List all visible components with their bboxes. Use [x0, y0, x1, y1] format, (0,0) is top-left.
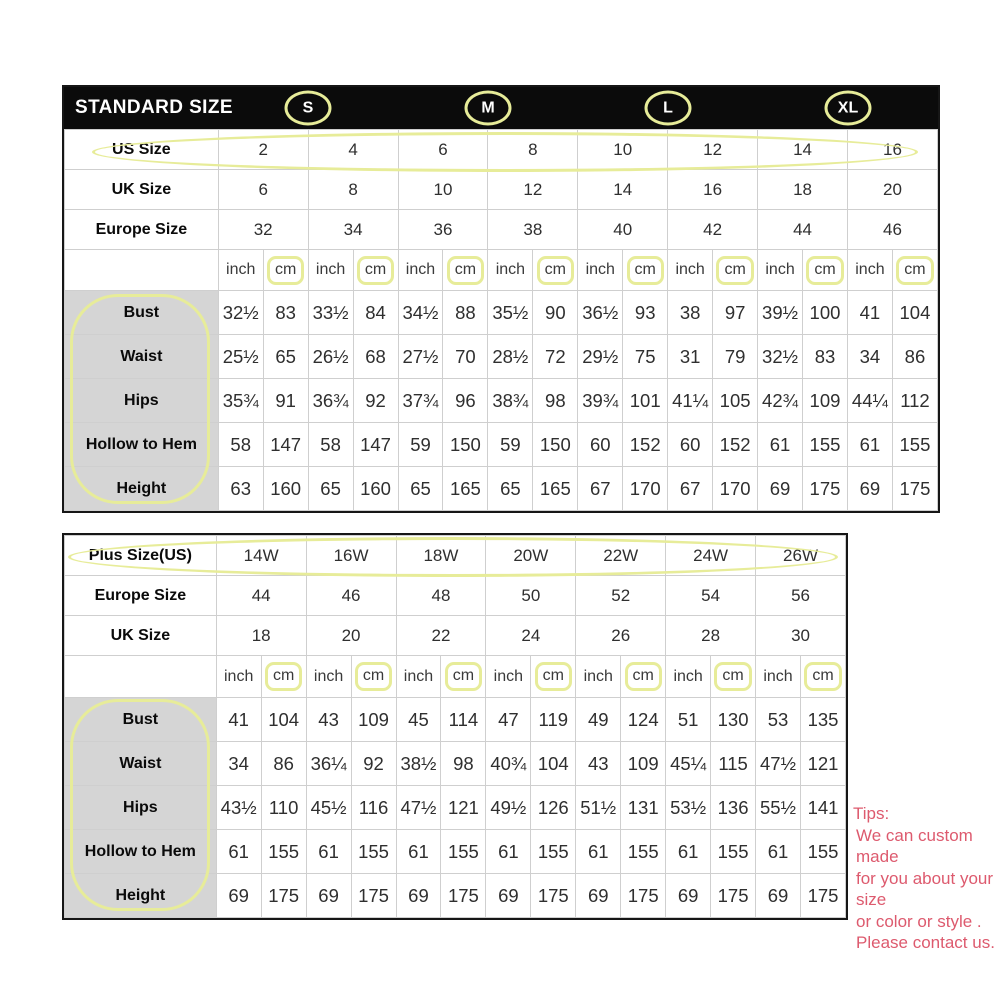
- unit-cm-label: cm: [357, 256, 394, 285]
- unit-cm-cell: [531, 656, 576, 698]
- measure-value: 67: [668, 467, 713, 511]
- unit-cm-label: cm: [445, 662, 482, 691]
- size-group-badge: L: [645, 91, 692, 126]
- measure-value: 175: [711, 874, 756, 918]
- size-group-badge: M: [465, 91, 512, 126]
- size-value: 10: [398, 170, 488, 210]
- unit-cm-cell: [263, 250, 308, 291]
- standard-size-table: [62, 85, 940, 513]
- size-value: 14W: [216, 536, 306, 576]
- measure-value: 115: [711, 742, 756, 786]
- measure-value: 69: [396, 874, 441, 918]
- measure-value: 109: [621, 742, 666, 786]
- size-value: 50: [486, 576, 576, 616]
- measure-value: 75: [623, 335, 668, 379]
- row-label: Bust: [65, 698, 217, 742]
- measure-value: 105: [713, 379, 758, 423]
- size-value: 48: [396, 576, 486, 616]
- measure-value: 104: [261, 698, 306, 742]
- unit-cm-cell: [261, 656, 306, 698]
- size-value: 10: [578, 130, 668, 170]
- row-label: Europe Size: [65, 576, 217, 616]
- measure-value: 40¾: [486, 742, 531, 786]
- row-label: Bust: [65, 291, 219, 335]
- measure-value: 36½: [578, 291, 623, 335]
- row-label: Europe Size: [65, 210, 219, 250]
- size-value: 40: [578, 210, 668, 250]
- measure-value: 68: [353, 335, 398, 379]
- measure-value: 36¾: [308, 379, 353, 423]
- measure-value: 130: [711, 698, 756, 742]
- standard-size-title: STANDARD SIZE: [75, 97, 233, 118]
- unit-cm-label: cm: [806, 256, 843, 285]
- measure-value: 38¾: [488, 379, 533, 423]
- measure-value: 35¾: [218, 379, 263, 423]
- measure-value: 59: [488, 423, 533, 467]
- measure-value: 41: [216, 698, 261, 742]
- measure-value: 175: [531, 874, 576, 918]
- size-value: 52: [576, 576, 666, 616]
- size-value: 16W: [306, 536, 396, 576]
- tips-line: for you about your size: [856, 868, 994, 909]
- measure-value: 61: [216, 830, 261, 874]
- measure-value: 60: [578, 423, 623, 467]
- measure-value: 61: [486, 830, 531, 874]
- size-value: 18: [216, 616, 306, 656]
- measure-value: 98: [533, 379, 578, 423]
- measure-value: 45½: [306, 786, 351, 830]
- unit-cm-cell: [801, 656, 846, 698]
- tips-line: We can custom made: [856, 825, 973, 866]
- measure-row: [65, 335, 938, 379]
- size-value: 34: [308, 210, 398, 250]
- unit-cm-label: cm: [625, 662, 662, 691]
- measure-value: 152: [623, 423, 668, 467]
- size-value: 8: [488, 130, 578, 170]
- unit-cm-cell: [351, 656, 396, 698]
- measure-value: 84: [353, 291, 398, 335]
- measure-value: 44¼: [847, 379, 892, 423]
- size-value: 30: [756, 616, 846, 656]
- measure-value: 150: [533, 423, 578, 467]
- measure-row: [65, 291, 938, 335]
- unit-cm-cell: [711, 656, 756, 698]
- measure-value: 155: [351, 830, 396, 874]
- unit-cm-cell: [441, 656, 486, 698]
- unit-cm-label: cm: [265, 662, 302, 691]
- tips-title: Tips:: [853, 804, 890, 823]
- size-value: 56: [756, 576, 846, 616]
- unit-row: [65, 250, 938, 291]
- plus-size-grid: [64, 535, 846, 918]
- unit-cm-label: cm: [355, 662, 392, 691]
- measure-value: 155: [801, 830, 846, 874]
- measure-value: 97: [713, 291, 758, 335]
- unit-cm-label: cm: [537, 256, 574, 285]
- measure-value: 45¼: [666, 742, 711, 786]
- measure-value: 69: [756, 874, 801, 918]
- unit-cm-cell: [621, 656, 666, 698]
- unit-inch-label: inch: [216, 656, 261, 698]
- row-label: Hips: [65, 786, 217, 830]
- tips-lines: [853, 825, 999, 954]
- size-group-badge: XL: [825, 91, 872, 126]
- size-value: 20: [306, 616, 396, 656]
- row-label: Hips: [65, 379, 219, 423]
- size-value: 46: [847, 210, 937, 250]
- measure-value: 72: [533, 335, 578, 379]
- measure-value: 43: [306, 698, 351, 742]
- measure-value: 45: [396, 698, 441, 742]
- size-value: 38: [488, 210, 578, 250]
- measure-value: 27½: [398, 335, 443, 379]
- measure-value: 136: [711, 786, 756, 830]
- measure-value: 36¼: [306, 742, 351, 786]
- measure-value: 65: [263, 335, 308, 379]
- measure-value: 29½: [578, 335, 623, 379]
- measure-value: 165: [443, 467, 488, 511]
- size-value: 16: [847, 130, 937, 170]
- measure-value: 165: [533, 467, 578, 511]
- measure-row: [65, 379, 938, 423]
- measure-value: 131: [621, 786, 666, 830]
- measure-value: 83: [263, 291, 308, 335]
- measure-value: 49½: [486, 786, 531, 830]
- unit-cm-cell: [443, 250, 488, 291]
- measure-value: 34: [216, 742, 261, 786]
- measure-value: 33½: [308, 291, 353, 335]
- measure-value: 92: [353, 379, 398, 423]
- size-value: 22: [396, 616, 486, 656]
- measure-value: 61: [666, 830, 711, 874]
- measure-value: 69: [576, 874, 621, 918]
- measure-value: 91: [263, 379, 308, 423]
- measure-value: 69: [306, 874, 351, 918]
- measure-value: 104: [531, 742, 576, 786]
- measure-value: 39½: [758, 291, 803, 335]
- plus-size-table: [62, 533, 848, 920]
- measure-value: 37¾: [398, 379, 443, 423]
- measure-value: 160: [263, 467, 308, 511]
- measure-value: 53: [756, 698, 801, 742]
- measure-value: 61: [756, 830, 801, 874]
- unit-inch-label: inch: [306, 656, 351, 698]
- measure-value: 25½: [218, 335, 263, 379]
- unit-inch-label: inch: [308, 250, 353, 291]
- measure-value: 65: [308, 467, 353, 511]
- size-row: [65, 576, 846, 616]
- measure-value: 69: [758, 467, 803, 511]
- measure-value: 147: [263, 423, 308, 467]
- measure-value: 34: [847, 335, 892, 379]
- measure-value: 92: [351, 742, 396, 786]
- size-value: 8: [308, 170, 398, 210]
- measure-value: 126: [531, 786, 576, 830]
- measure-value: 28½: [488, 335, 533, 379]
- measure-value: 35½: [488, 291, 533, 335]
- measure-value: 43½: [216, 786, 261, 830]
- unit-row-spacer: [65, 250, 219, 291]
- measure-value: 147: [353, 423, 398, 467]
- measure-value: 47½: [396, 786, 441, 830]
- measure-row: [65, 698, 846, 742]
- measure-value: 49: [576, 698, 621, 742]
- measure-value: 59: [398, 423, 443, 467]
- measure-value: 175: [803, 467, 848, 511]
- unit-cm-cell: [533, 250, 578, 291]
- measure-value: 65: [398, 467, 443, 511]
- measure-value: 79: [713, 335, 758, 379]
- unit-inch-label: inch: [396, 656, 441, 698]
- size-value: 28: [666, 616, 756, 656]
- measure-value: 83: [803, 335, 848, 379]
- size-row: [65, 536, 846, 576]
- measure-value: 86: [261, 742, 306, 786]
- measure-value: 175: [441, 874, 486, 918]
- measure-value: 175: [892, 467, 937, 511]
- measure-value: 150: [443, 423, 488, 467]
- measure-value: 155: [261, 830, 306, 874]
- size-value: 22W: [576, 536, 666, 576]
- unit-cm-label: cm: [714, 662, 751, 691]
- row-label: Waist: [65, 335, 219, 379]
- measure-value: 31: [668, 335, 713, 379]
- measure-value: 61: [306, 830, 351, 874]
- measure-row: [65, 830, 846, 874]
- unit-cm-cell: [623, 250, 668, 291]
- measure-value: 121: [801, 742, 846, 786]
- unit-inch-label: inch: [576, 656, 621, 698]
- measure-value: 119: [531, 698, 576, 742]
- measure-value: 53½: [666, 786, 711, 830]
- measure-value: 26½: [308, 335, 353, 379]
- measure-value: 63: [218, 467, 263, 511]
- measure-value: 121: [441, 786, 486, 830]
- unit-inch-label: inch: [847, 250, 892, 291]
- measure-value: 32½: [758, 335, 803, 379]
- unit-cm-cell: [892, 250, 937, 291]
- measure-value: 47: [486, 698, 531, 742]
- measure-value: 70: [443, 335, 488, 379]
- size-row: [65, 210, 938, 250]
- measure-value: 141: [801, 786, 846, 830]
- size-value: 12: [668, 130, 758, 170]
- row-label: Waist: [65, 742, 217, 786]
- measure-value: 39¾: [578, 379, 623, 423]
- unit-cm-cell: [803, 250, 848, 291]
- tips-note: [853, 803, 999, 954]
- size-row: [65, 170, 938, 210]
- measure-value: 114: [441, 698, 486, 742]
- size-value: 46: [306, 576, 396, 616]
- measure-value: 38½: [396, 742, 441, 786]
- size-value: 6: [218, 170, 308, 210]
- measure-value: 58: [308, 423, 353, 467]
- size-row: [65, 616, 846, 656]
- size-value: 18W: [396, 536, 486, 576]
- measure-value: 135: [801, 698, 846, 742]
- measure-value: 61: [396, 830, 441, 874]
- size-value: 32: [218, 210, 308, 250]
- tips-line: Please contact us.: [856, 933, 995, 952]
- measure-value: 47½: [756, 742, 801, 786]
- unit-inch-label: inch: [666, 656, 711, 698]
- measure-value: 112: [892, 379, 937, 423]
- measure-value: 41: [847, 291, 892, 335]
- measure-value: 58: [218, 423, 263, 467]
- size-value: 24W: [666, 536, 756, 576]
- measure-value: 93: [623, 291, 668, 335]
- measure-value: 67: [578, 467, 623, 511]
- size-value: 16: [668, 170, 758, 210]
- size-value: 42: [668, 210, 758, 250]
- row-label: Hollow to Hem: [65, 830, 217, 874]
- measure-value: 69: [847, 467, 892, 511]
- row-label: Height: [65, 467, 219, 511]
- unit-inch-label: inch: [486, 656, 531, 698]
- unit-inch-label: inch: [488, 250, 533, 291]
- standard-size-header: [64, 87, 938, 129]
- measure-row: [65, 786, 846, 830]
- measure-value: 55½: [756, 786, 801, 830]
- measure-value: 175: [261, 874, 306, 918]
- measure-value: 175: [351, 874, 396, 918]
- measure-value: 155: [711, 830, 756, 874]
- measure-value: 69: [486, 874, 531, 918]
- size-value: 20W: [486, 536, 576, 576]
- row-label: Hollow to Hem: [65, 423, 219, 467]
- unit-cm-label: cm: [447, 256, 484, 285]
- unit-inch-label: inch: [668, 250, 713, 291]
- standard-size-grid: [64, 129, 938, 511]
- measure-value: 104: [892, 291, 937, 335]
- measure-value: 61: [576, 830, 621, 874]
- size-value: 24: [486, 616, 576, 656]
- size-value: 6: [398, 130, 488, 170]
- unit-cm-label: cm: [627, 256, 664, 285]
- size-group-badge: S: [285, 91, 332, 126]
- measure-value: 90: [533, 291, 578, 335]
- row-label: Height: [65, 874, 217, 918]
- size-value: 54: [666, 576, 756, 616]
- measure-value: 61: [758, 423, 803, 467]
- tips-line: or color or style .: [856, 911, 982, 931]
- unit-cm-cell: [353, 250, 398, 291]
- measure-value: 160: [353, 467, 398, 511]
- unit-inch-label: inch: [398, 250, 443, 291]
- measure-value: 60: [668, 423, 713, 467]
- measure-value: 100: [803, 291, 848, 335]
- measure-value: 96: [443, 379, 488, 423]
- measure-value: 69: [216, 874, 261, 918]
- size-row: [65, 130, 938, 170]
- unit-cm-label: cm: [535, 662, 572, 691]
- row-label: US Size: [65, 130, 219, 170]
- measure-value: 42¾: [758, 379, 803, 423]
- measure-row: [65, 742, 846, 786]
- measure-value: 43: [576, 742, 621, 786]
- measure-row: [65, 423, 938, 467]
- unit-inch-label: inch: [578, 250, 623, 291]
- measure-value: 101: [623, 379, 668, 423]
- measure-value: 155: [621, 830, 666, 874]
- measure-value: 170: [623, 467, 668, 511]
- measure-value: 38: [668, 291, 713, 335]
- measure-value: 155: [531, 830, 576, 874]
- size-value: 14: [578, 170, 668, 210]
- measure-value: 51: [666, 698, 711, 742]
- measure-value: 109: [351, 698, 396, 742]
- unit-row-spacer: [65, 656, 217, 698]
- measure-value: 34½: [398, 291, 443, 335]
- size-value: 2: [218, 130, 308, 170]
- measure-value: 175: [621, 874, 666, 918]
- measure-value: 109: [803, 379, 848, 423]
- unit-inch-label: inch: [756, 656, 801, 698]
- unit-inch-label: inch: [758, 250, 803, 291]
- measure-value: 51½: [576, 786, 621, 830]
- unit-cm-label: cm: [804, 662, 841, 691]
- measure-value: 110: [261, 786, 306, 830]
- unit-cm-cell: [713, 250, 758, 291]
- measure-value: 98: [441, 742, 486, 786]
- measure-value: 88: [443, 291, 488, 335]
- size-value: 26W: [756, 536, 846, 576]
- measure-value: 124: [621, 698, 666, 742]
- measure-value: 61: [847, 423, 892, 467]
- measure-value: 155: [892, 423, 937, 467]
- measure-value: 32½: [218, 291, 263, 335]
- size-value: 44: [216, 576, 306, 616]
- measure-value: 155: [441, 830, 486, 874]
- unit-cm-label: cm: [896, 256, 933, 285]
- measure-value: 116: [351, 786, 396, 830]
- size-value: 36: [398, 210, 488, 250]
- unit-cm-label: cm: [267, 256, 304, 285]
- size-value: 14: [758, 130, 848, 170]
- row-label: UK Size: [65, 170, 219, 210]
- row-label: UK Size: [65, 616, 217, 656]
- measure-value: 155: [803, 423, 848, 467]
- unit-cm-label: cm: [716, 256, 753, 285]
- size-value: 20: [847, 170, 937, 210]
- measure-row: [65, 467, 938, 511]
- measure-value: 69: [666, 874, 711, 918]
- row-label: Plus Size(US): [65, 536, 217, 576]
- size-value: 18: [758, 170, 848, 210]
- size-value: 26: [576, 616, 666, 656]
- measure-value: 152: [713, 423, 758, 467]
- measure-value: 170: [713, 467, 758, 511]
- measure-value: 65: [488, 467, 533, 511]
- measure-row: [65, 874, 846, 918]
- measure-value: 41¼: [668, 379, 713, 423]
- unit-row: [65, 656, 846, 698]
- unit-inch-label: inch: [218, 250, 263, 291]
- measure-value: 175: [801, 874, 846, 918]
- size-value: 44: [758, 210, 848, 250]
- size-value: 12: [488, 170, 578, 210]
- size-value: 4: [308, 130, 398, 170]
- measure-value: 86: [892, 335, 937, 379]
